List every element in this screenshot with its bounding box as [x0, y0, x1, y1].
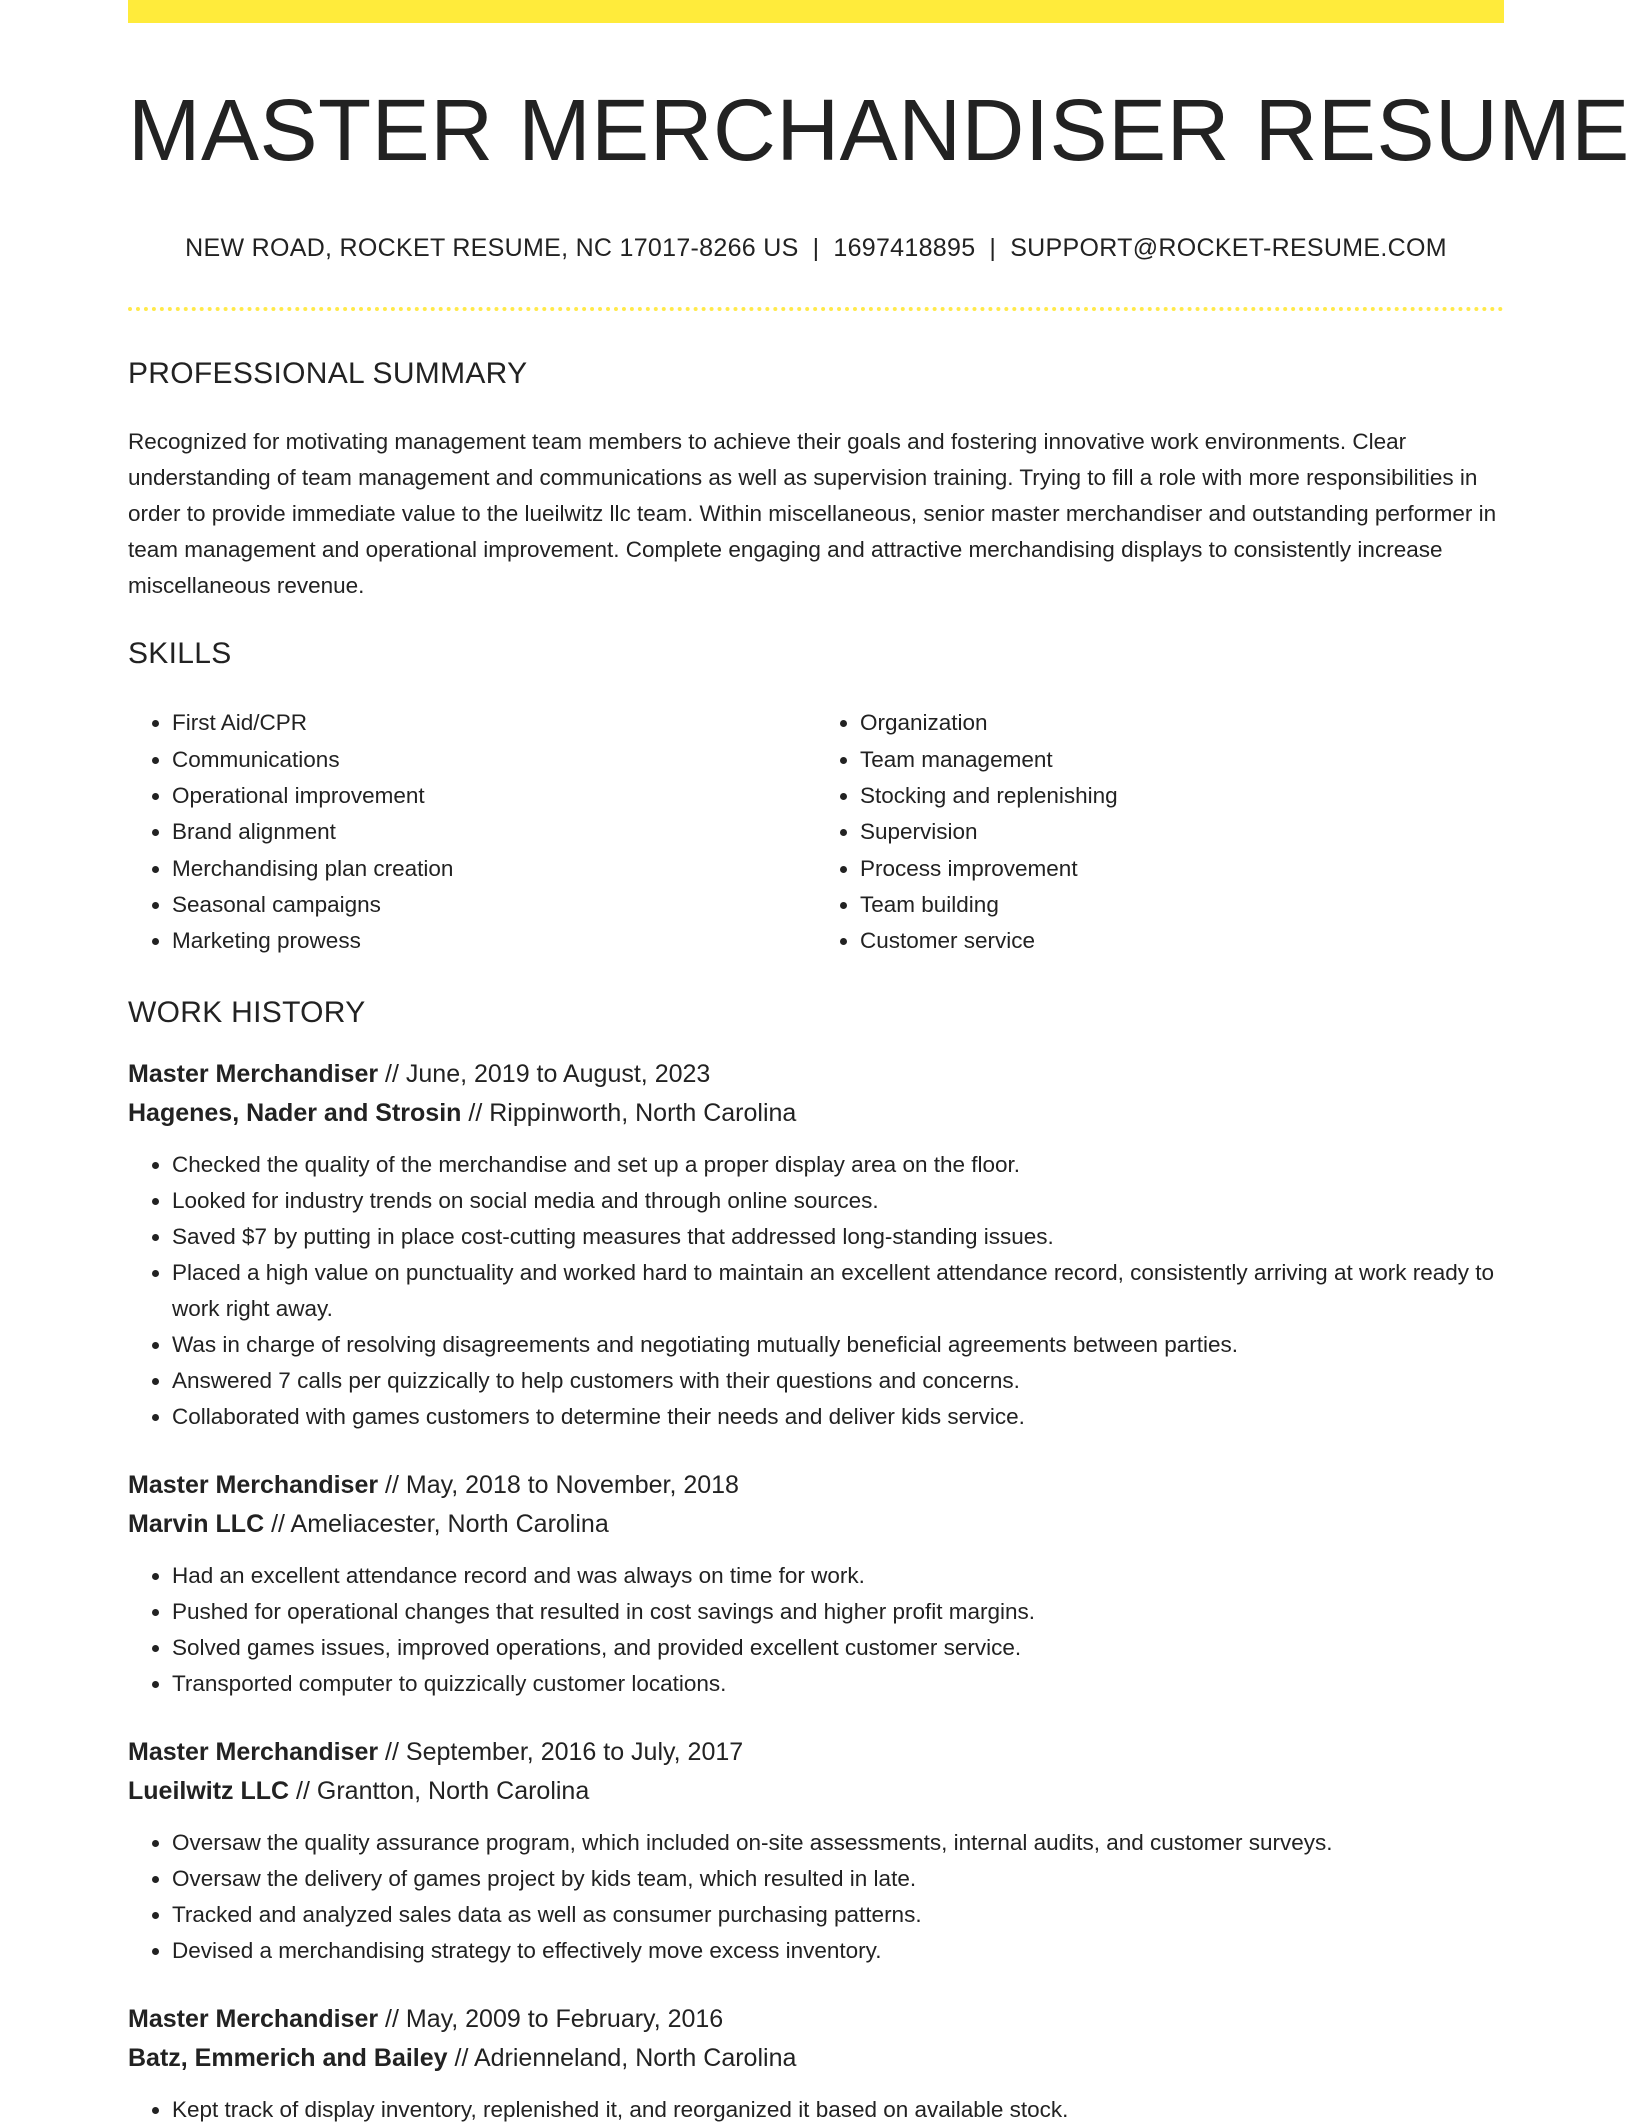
job-bullets: [128, 1825, 1504, 1969]
job-company-line: [128, 1094, 1504, 1133]
job-bullet: • Oversaw the delivery of games project by kids team, which resulted in late.: [172, 1861, 1504, 1897]
job-bullet: • Oversaw the quality assurance program, which included on-site assessments, internal audits, and customer surveys.: [172, 1825, 1504, 1861]
job-bullet: • Pushed for operational changes that resulted in cost savings and higher profit margins.: [172, 1594, 1504, 1630]
job-company: Lueilwitz LLC: [128, 1776, 290, 1805]
job-location: // Ameliacester, North Carolina: [264, 1509, 609, 1538]
resume-title: MASTER MERCHANDISER RESUME: [128, 82, 1630, 179]
job-entry: [128, 2000, 1504, 2128]
summary-heading: PROFESSIONAL SUMMARY: [128, 357, 528, 391]
skills-list: [128, 705, 1504, 959]
work-history-list: [128, 1055, 1504, 2128]
work-history-heading: WORK HISTORY: [128, 996, 366, 1030]
job-company: Hagenes, Nader and Strosin: [128, 1098, 462, 1127]
job-entry: [128, 1733, 1504, 1969]
skill-item: • Merchandising plan creation: [172, 851, 816, 887]
skill-item: • Seasonal campaigns: [172, 887, 816, 923]
job-bullet: • Placed a high value on punctuality and worked hard to maintain an excellent attendance record, consistently arriving at work ready to work right away.: [172, 1255, 1504, 1327]
skill-item: • First Aid/CPR: [172, 705, 816, 741]
job-bullet: • Looked for industry trends on social media and through online sources.: [172, 1183, 1504, 1219]
job-bullet: • Collaborated with games customers to determine their needs and deliver kids service.: [172, 1399, 1504, 1435]
job-bullet: • Answered 7 calls per quizzically to help customers with their questions and concerns.: [172, 1363, 1504, 1399]
job-dates: // May, 2009 to February, 2016: [378, 2005, 724, 2034]
job-title-line: [128, 1466, 1504, 1505]
job-location: // Rippinworth, North Carolina: [461, 1098, 797, 1127]
accent-top-bar: [128, 0, 1504, 23]
job-location: // Adrienneland, North Carolina: [447, 2043, 797, 2072]
job-bullets: [128, 1147, 1504, 1435]
job-entry: [128, 1466, 1504, 1702]
job-company-line: [128, 1772, 1504, 1811]
skill-item: • Marketing prowess: [172, 923, 816, 959]
job-dates: // June, 2019 to August, 2023: [378, 1060, 711, 1089]
skills-heading: SKILLS: [128, 637, 232, 671]
summary-text: Recognized for motivating management team members to achieve their goals and fostering innovative work environments. Clear understanding of team management and communications as well as supervision training. Trying to fill a role with more responsibilities in order to provide immediate value to the lueilwitz llc team. Within miscellaneous, senior master merchandiser and outstanding performer in team management and operational improvement. Complete engaging and attractive merchandising displays to consistently increase miscellaneous revenue.: [128, 429, 1497, 599]
job-bullet: • Kept track of display inventory, replenished it, and reorganized it based on available stock.: [172, 2092, 1504, 2128]
skills-column-left: [128, 705, 816, 959]
job-title-line: [128, 1055, 1504, 1094]
job-company-line: [128, 2039, 1504, 2078]
skill-item: • Process improvement: [860, 851, 1504, 887]
skill-item: • Communications: [172, 742, 816, 778]
contact-email: SUPPORT@ROCKET-RESUME.COM: [1010, 234, 1447, 263]
job-location: // Grantton, North Carolina: [289, 1776, 590, 1805]
job-bullet: • Was in charge of resolving disagreements and negotiating mutually beneficial agreements between parties.: [172, 1327, 1504, 1363]
skill-item: • Customer service: [860, 923, 1504, 959]
job-bullets: [128, 1558, 1504, 1702]
job-dates: // September, 2016 to July, 2017: [378, 1738, 744, 1767]
job-bullets: [128, 2092, 1504, 2128]
job-bullet: • Devised a merchandising strategy to effectively move excess inventory.: [172, 1933, 1504, 1969]
job-entry: [128, 1055, 1504, 1435]
job-title-line: [128, 2000, 1504, 2039]
contact-separator: |: [989, 234, 997, 263]
job-title: Master Merchandiser: [128, 2005, 379, 2034]
skill-item: • Organization: [860, 705, 1504, 741]
job-bullet: • Checked the quality of the merchandise and set up a proper display area on the floor.: [172, 1147, 1504, 1183]
job-title: Master Merchandiser: [128, 1471, 379, 1500]
job-company: Marvin LLC: [128, 1509, 265, 1538]
resume-page: [128, 0, 1630, 2128]
job-dates: // May, 2018 to November, 2018: [378, 1471, 739, 1500]
job-company: Batz, Emmerich and Bailey: [128, 2043, 448, 2072]
skill-item: • Team building: [860, 887, 1504, 923]
job-title: Master Merchandiser: [128, 1060, 379, 1089]
job-company-line: [128, 1505, 1504, 1544]
job-bullet: • Tracked and analyzed sales data as well as consumer purchasing patterns.: [172, 1897, 1504, 1933]
skill-item: • Operational improvement: [172, 778, 816, 814]
job-bullet: • Saved $7 by putting in place cost-cutting measures that addressed long-standing issues.: [172, 1219, 1504, 1255]
skill-item: • Brand alignment: [172, 814, 816, 850]
contact-separator: |: [812, 234, 820, 263]
contact-address: NEW ROAD, ROCKET RESUME, NC 17017-8266 US: [185, 234, 799, 263]
job-title-line: [128, 1733, 1504, 1772]
dotted-divider: [128, 307, 1504, 311]
job-title: Master Merchandiser: [128, 1738, 379, 1767]
contact-phone: 1697418895: [833, 234, 976, 263]
job-bullet: • Solved games issues, improved operations, and provided excellent customer service.: [172, 1630, 1504, 1666]
skills-column-right: [816, 705, 1504, 959]
job-bullet: • Transported computer to quizzically customer locations.: [172, 1666, 1504, 1702]
contact-line: [128, 234, 1504, 263]
job-bullet: • Had an excellent attendance record and was always on time for work.: [172, 1558, 1504, 1594]
skill-item: • Stocking and replenishing: [860, 778, 1504, 814]
skill-item: • Team management: [860, 742, 1504, 778]
skill-item: • Supervision: [860, 814, 1504, 850]
